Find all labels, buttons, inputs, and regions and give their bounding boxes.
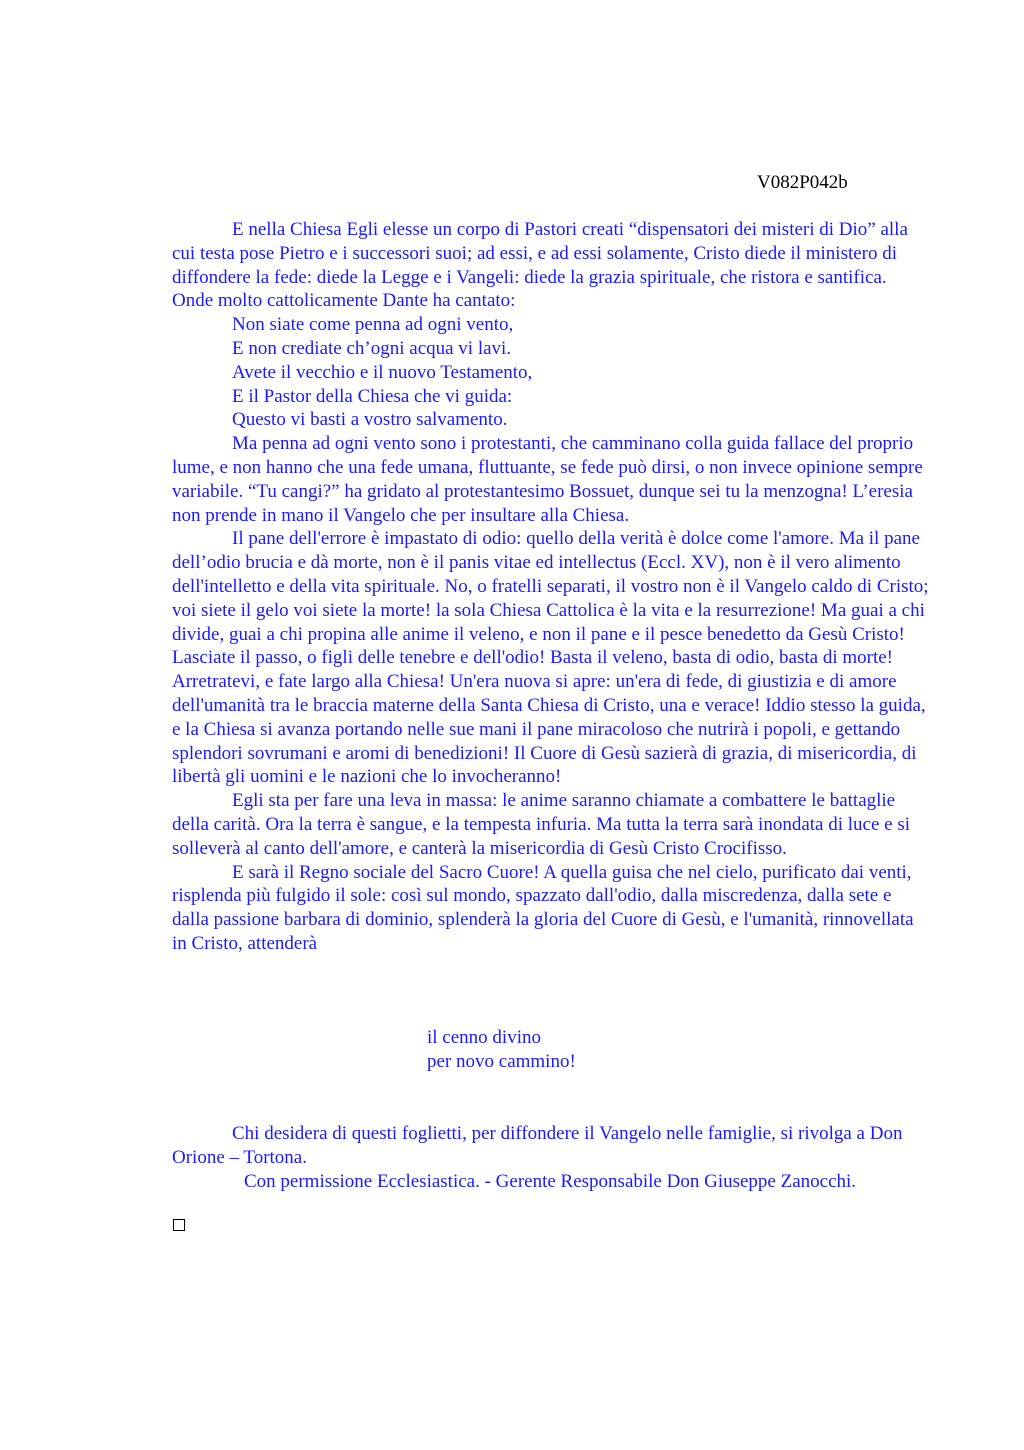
paragraph-leva-in-massa: Egli sta per fare una leva in massa: le anime saranno chiamate a combattere le battaglie della carità. Ora la terra è sangue, e la tempesta infuria. Ma tutta la terra sarà inondata di luce e si solleverà al canto dell'amore, e canterà la misericordia di Gesù Cristo Crocifisso. [172,790,911,859]
verse-line: E il Pastor della Chiesa che vi guida: [232,385,513,407]
closing-verse-line: per novo cammino! [427,1051,576,1072]
page-id: V082P042b [757,172,848,193]
paragraph-pastori: E nella Chiesa Egli elesse un corpo di Pastori creati “dispensatori dei misteri di Dio” alla cui testa pose Pietro e i successori suoi; ad essi, e ad essi solamente, Cristo diede il ministero di diffondere la fede: diede la Legge e i Vangeli: diede la grazia spirituale, che ristora e santifica. Onde molto cattolicamente Dante ha cantato: [172,219,908,312]
verse-line: E non crediate ch’ogni acqua vi lavi. [232,337,512,359]
footer-permission: Con permissione Ecclesiastica. - Gerente Responsabile Don Giuseppe Zanocchi. [244,1170,857,1192]
paragraph-pane-errore: Il pane dell'errore è impastato di odio: quello della verità è dolce come l'amore. Ma il pane dell’odio brucia e dà morte, non è il panis vitae ed intellectus (Eccl. XV), non è il vero alimento dell'intelletto e della vita spirituale. No, o fratelli separati, il vostro non è il Vangelo caldo di Cristo; voi siete il gelo voi siete la morte! la sola Chiesa Cattolica è la vita e la resurrezione! Ma guai a chi divide, guai a chi propina alle anime il veleno, e non il pane e il pesce benedetto da Gesù Cristo! Lasciate il passo, o figli delle tenebre e dell'odio! Basta il veleno, basta di odio, basta di morte! Arretratevi, e fate largo alla Chiesa! Un'era nuova si apre: un'era di fede, di giustizia e di amore dell'umanità tra le braccia materne della Santa Chiesa di Cristo, una e verace! Iddio stesso la guida, e la Chiesa si avanza portando nelle sue mani il pane miracoloso che nutrirà i popoli, e gettando splendori sovrumani e aromi di benedizioni! Il Cuore di Gesù sazierà di grazia, di misericordia, di libertà gli uomini e le nazioni che lo invocheranno! [172,528,929,788]
paragraph-protestanti: Ma penna ad ogni vento sono i protestanti, che camminano colla guida fallace del proprio lume, e non hanno che una fede umana, fluttuante, se fede può dirsi, o non invece opinione sempre variabile. “Tu cangi?” ha gridato al protestantesimo Bossuet, dunque sei tu la menzogna! L’eresia non prende in mano il Vangelo che per insultare alla Chiesa. [172,433,923,526]
paragraph-regno-sociale: E sarà il Regno sociale del Sacro Cuore! A quella guisa che nel cielo, purificato dai venti, risplenda più fulgido il sole: così sul mondo, spazzato dall'odio, dalla miscredenza, dalla sete e dalla passione barbara di dominio, splenderà la gloria del Cuore di Gesù, e l'umanità, rinnovellata in Cristo, attenderà [172,861,914,954]
closing-verse-line: il cenno divino [427,1027,541,1048]
document-body [172,218,932,956]
square-outline-icon [173,1219,185,1231]
verse-line: Questo vi basti a vostro salvamento. [232,409,508,431]
footer-request: Chi desidera di questi foglietti, per diffondere il Vangelo nelle famiglie, si rivolga a Don Orione – Tortona. [172,1123,903,1168]
verse-line: Non siate come penna ad ogni vento, [232,314,514,336]
footer [172,1122,932,1193]
verse-line: Avete il vecchio e il nuovo Testamento, [232,361,533,383]
closing-verse [427,1026,576,1074]
